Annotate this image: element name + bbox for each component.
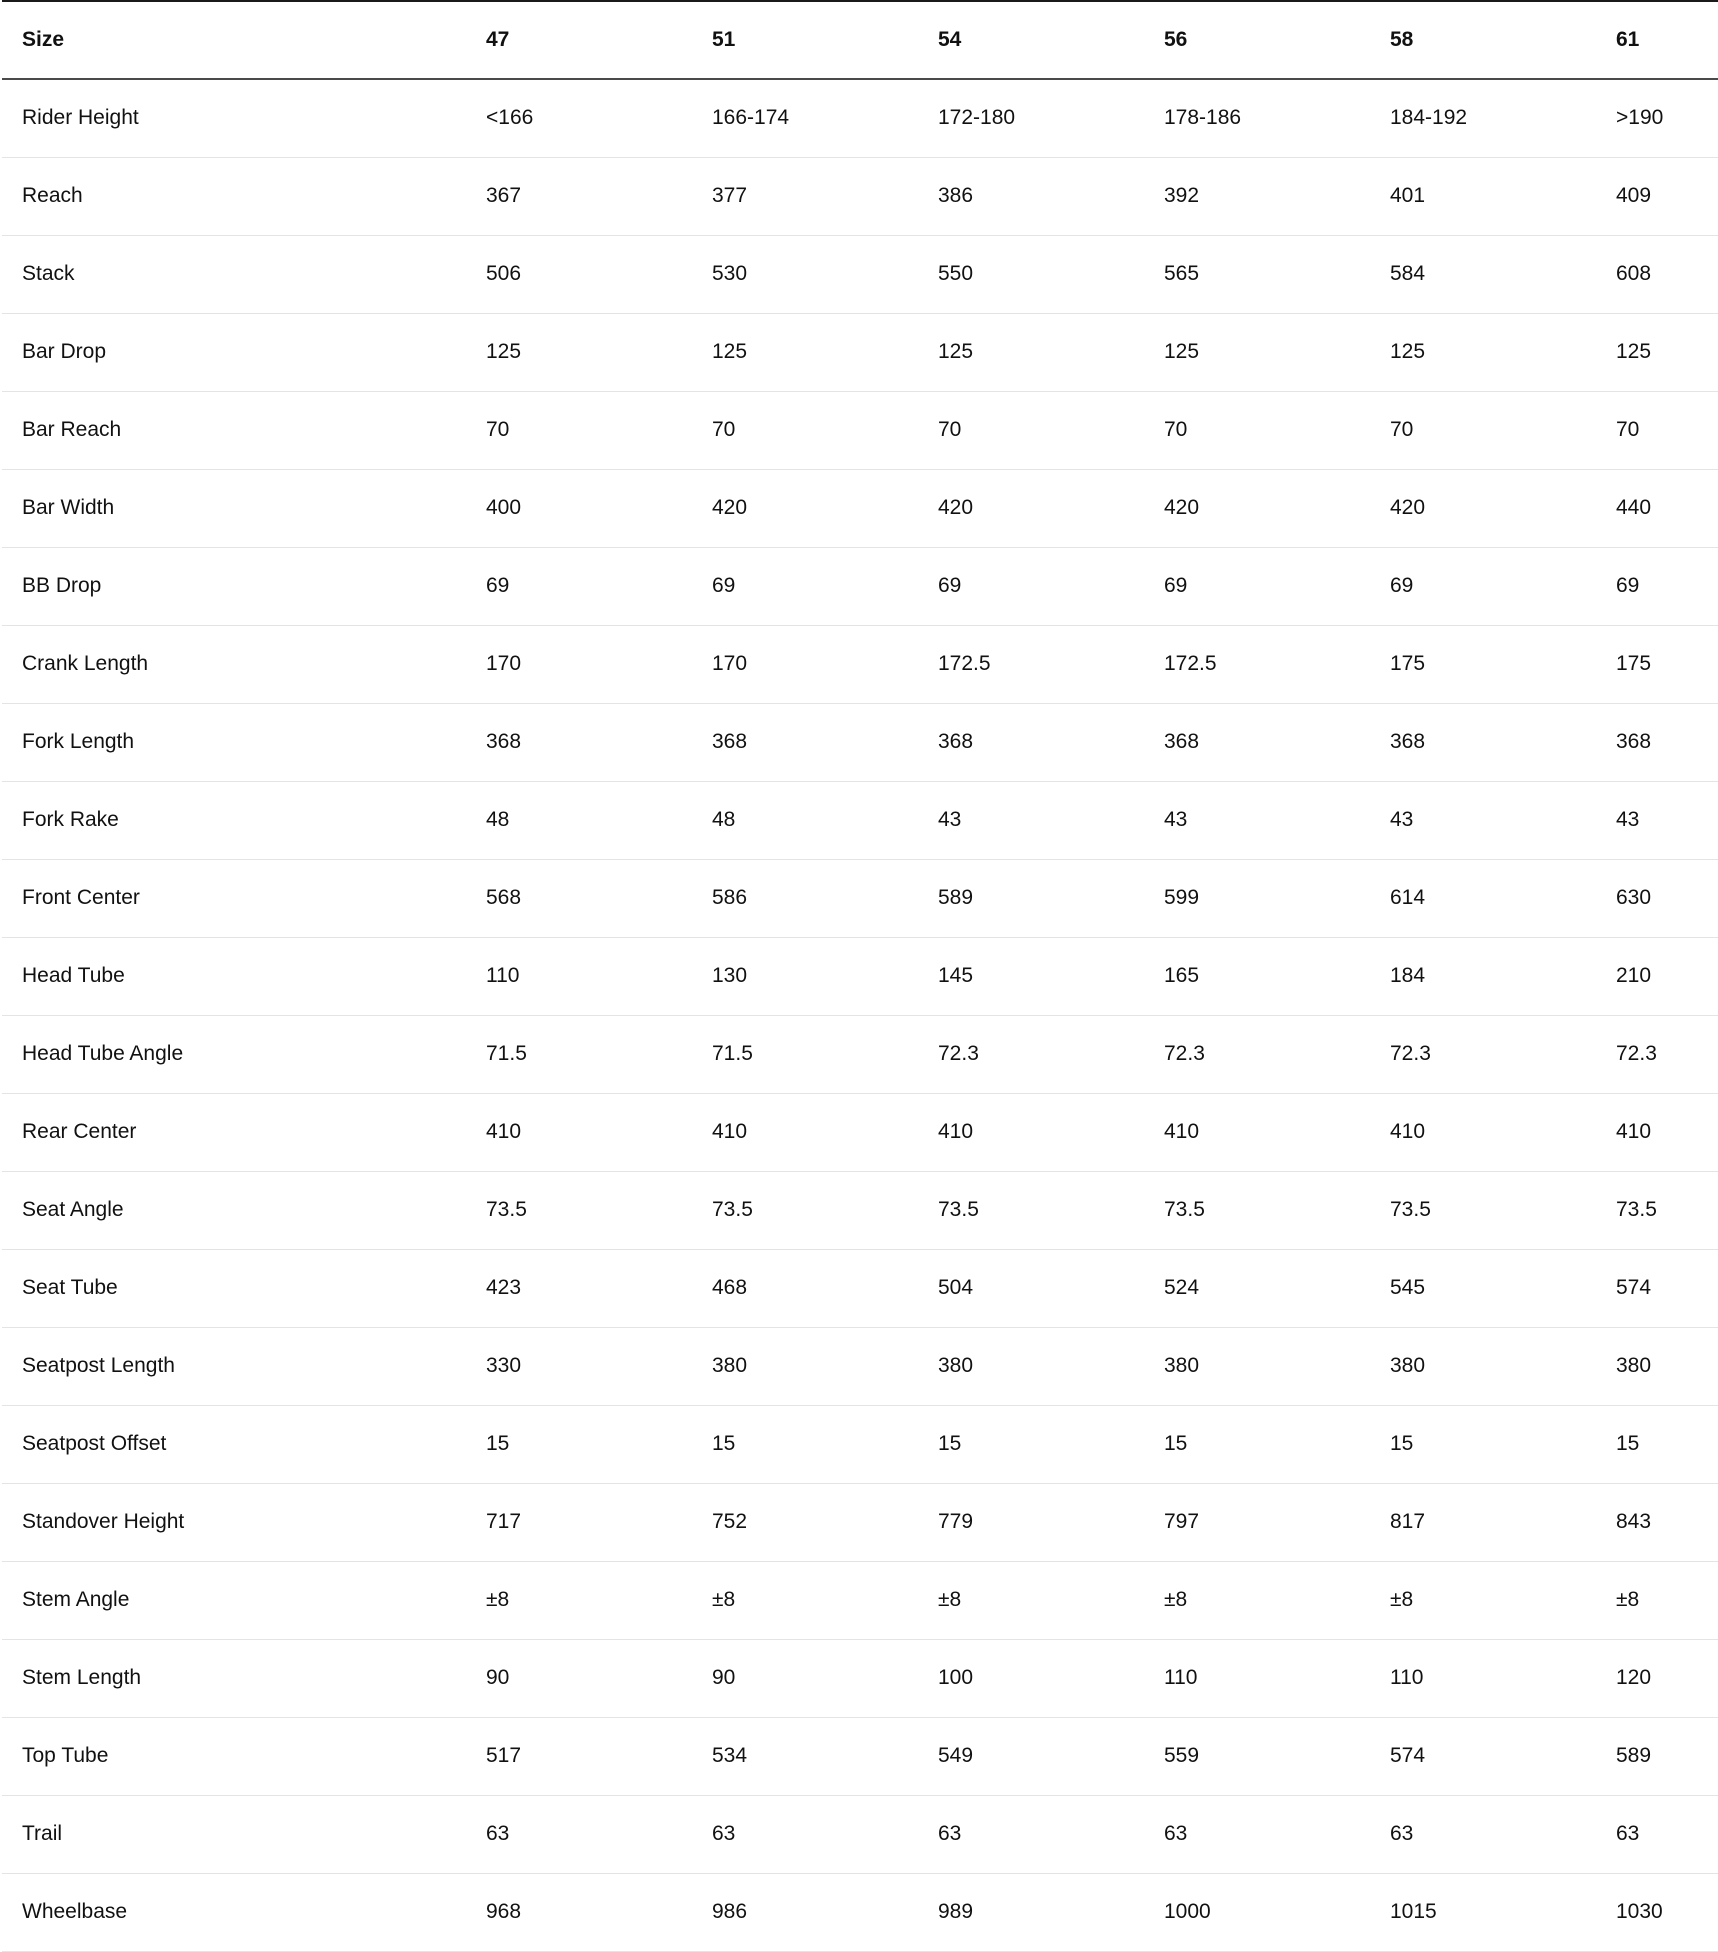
cell-size-51: 71.5 bbox=[692, 1015, 918, 1093]
cell-size-61: 380 bbox=[1596, 1327, 1718, 1405]
cell-size-58: 110 bbox=[1370, 1639, 1596, 1717]
row-label: Fork Rake bbox=[2, 781, 466, 859]
table-row bbox=[2, 1093, 1718, 1171]
cell-size-51: 63 bbox=[692, 1795, 918, 1873]
row-label: Seatpost Offset bbox=[2, 1405, 466, 1483]
cell-size-61: 1030 bbox=[1596, 1873, 1718, 1951]
cell-size-47: 400 bbox=[466, 469, 692, 547]
cell-size-56: 172.5 bbox=[1144, 625, 1370, 703]
cell-size-54: 504 bbox=[918, 1249, 1144, 1327]
cell-size-47: 71.5 bbox=[466, 1015, 692, 1093]
cell-size-56: 15 bbox=[1144, 1405, 1370, 1483]
table-row bbox=[2, 235, 1718, 313]
cell-size-54: 43 bbox=[918, 781, 1144, 859]
cell-size-51: 170 bbox=[692, 625, 918, 703]
cell-size-56: 70 bbox=[1144, 391, 1370, 469]
cell-size-56: 392 bbox=[1144, 157, 1370, 235]
cell-size-54: 368 bbox=[918, 703, 1144, 781]
cell-size-54: 989 bbox=[918, 1873, 1144, 1951]
cell-size-61: ±8 bbox=[1596, 1561, 1718, 1639]
cell-size-51: 69 bbox=[692, 547, 918, 625]
table-row bbox=[2, 1249, 1718, 1327]
cell-size-47: 125 bbox=[466, 313, 692, 391]
cell-size-56: 73.5 bbox=[1144, 1171, 1370, 1249]
cell-size-51: 125 bbox=[692, 313, 918, 391]
row-label: Front Center bbox=[2, 859, 466, 937]
cell-size-51: 380 bbox=[692, 1327, 918, 1405]
table-row bbox=[2, 313, 1718, 391]
cell-size-58: 63 bbox=[1370, 1795, 1596, 1873]
table-row bbox=[2, 625, 1718, 703]
cell-size-56: 1000 bbox=[1144, 1873, 1370, 1951]
cell-size-51: 752 bbox=[692, 1483, 918, 1561]
cell-size-58: 817 bbox=[1370, 1483, 1596, 1561]
cell-size-56: 559 bbox=[1144, 1717, 1370, 1795]
row-label: Trail bbox=[2, 1795, 466, 1873]
header-row bbox=[2, 1, 1718, 79]
cell-size-58: 368 bbox=[1370, 703, 1596, 781]
cell-size-61: 409 bbox=[1596, 157, 1718, 235]
cell-size-51: 15 bbox=[692, 1405, 918, 1483]
cell-size-51: 48 bbox=[692, 781, 918, 859]
header-size-56: 56 bbox=[1144, 1, 1370, 79]
cell-size-61: 69 bbox=[1596, 547, 1718, 625]
cell-size-61: 368 bbox=[1596, 703, 1718, 781]
cell-size-47: 330 bbox=[466, 1327, 692, 1405]
row-label: Stem Length bbox=[2, 1639, 466, 1717]
row-label: Bar Reach bbox=[2, 391, 466, 469]
cell-size-61: 73.5 bbox=[1596, 1171, 1718, 1249]
cell-size-51: 986 bbox=[692, 1873, 918, 1951]
cell-size-51: 410 bbox=[692, 1093, 918, 1171]
cell-size-51: 73.5 bbox=[692, 1171, 918, 1249]
table-row bbox=[2, 1327, 1718, 1405]
table-row bbox=[2, 469, 1718, 547]
table-row bbox=[2, 547, 1718, 625]
cell-size-54: 100 bbox=[918, 1639, 1144, 1717]
cell-size-56: 420 bbox=[1144, 469, 1370, 547]
cell-size-51: 377 bbox=[692, 157, 918, 235]
cell-size-61: 589 bbox=[1596, 1717, 1718, 1795]
cell-size-56: 110 bbox=[1144, 1639, 1370, 1717]
cell-size-54: 73.5 bbox=[918, 1171, 1144, 1249]
row-label: Head Tube bbox=[2, 937, 466, 1015]
cell-size-47: 15 bbox=[466, 1405, 692, 1483]
row-label: Standover Height bbox=[2, 1483, 466, 1561]
cell-size-56: 599 bbox=[1144, 859, 1370, 937]
cell-size-56: 43 bbox=[1144, 781, 1370, 859]
cell-size-51: 130 bbox=[692, 937, 918, 1015]
cell-size-56: ±8 bbox=[1144, 1561, 1370, 1639]
header-size-47: 47 bbox=[466, 1, 692, 79]
cell-size-58: 1015 bbox=[1370, 1873, 1596, 1951]
cell-size-56: 368 bbox=[1144, 703, 1370, 781]
cell-size-54: 172.5 bbox=[918, 625, 1144, 703]
table-row bbox=[2, 859, 1718, 937]
table-row bbox=[2, 1873, 1718, 1951]
cell-size-56: 380 bbox=[1144, 1327, 1370, 1405]
row-label: BB Drop bbox=[2, 547, 466, 625]
cell-size-47: 63 bbox=[466, 1795, 692, 1873]
row-label: Rider Height bbox=[2, 79, 466, 157]
row-label: Wheelbase bbox=[2, 1873, 466, 1951]
geometry-table-container bbox=[2, 0, 1718, 1952]
cell-size-54: 69 bbox=[918, 547, 1144, 625]
cell-size-58: 410 bbox=[1370, 1093, 1596, 1171]
row-label: Top Tube bbox=[2, 1717, 466, 1795]
cell-size-58: 584 bbox=[1370, 235, 1596, 313]
cell-size-51: 586 bbox=[692, 859, 918, 937]
cell-size-47: ±8 bbox=[466, 1561, 692, 1639]
cell-size-54: 410 bbox=[918, 1093, 1144, 1171]
cell-size-47: 90 bbox=[466, 1639, 692, 1717]
cell-size-56: 63 bbox=[1144, 1795, 1370, 1873]
row-label: Stem Angle bbox=[2, 1561, 466, 1639]
cell-size-47: 568 bbox=[466, 859, 692, 937]
cell-size-61: 70 bbox=[1596, 391, 1718, 469]
cell-size-61: 843 bbox=[1596, 1483, 1718, 1561]
cell-size-61: 72.3 bbox=[1596, 1015, 1718, 1093]
cell-size-47: 110 bbox=[466, 937, 692, 1015]
cell-size-47: 423 bbox=[466, 1249, 692, 1327]
cell-size-61: 630 bbox=[1596, 859, 1718, 937]
cell-size-54: 125 bbox=[918, 313, 1144, 391]
cell-size-47: 70 bbox=[466, 391, 692, 469]
cell-size-58: 420 bbox=[1370, 469, 1596, 547]
cell-size-47: 367 bbox=[466, 157, 692, 235]
table-row bbox=[2, 79, 1718, 157]
cell-size-58: 574 bbox=[1370, 1717, 1596, 1795]
row-label: Head Tube Angle bbox=[2, 1015, 466, 1093]
cell-size-61: 608 bbox=[1596, 235, 1718, 313]
cell-size-58: 184 bbox=[1370, 937, 1596, 1015]
cell-size-61: 43 bbox=[1596, 781, 1718, 859]
row-label: Seatpost Length bbox=[2, 1327, 466, 1405]
table-row bbox=[2, 391, 1718, 469]
cell-size-54: 145 bbox=[918, 937, 1144, 1015]
cell-size-47: 968 bbox=[466, 1873, 692, 1951]
table-row bbox=[2, 1483, 1718, 1561]
header-size-61: 61 bbox=[1596, 1, 1718, 79]
cell-size-54: 779 bbox=[918, 1483, 1144, 1561]
cell-size-47: 506 bbox=[466, 235, 692, 313]
cell-size-58: 69 bbox=[1370, 547, 1596, 625]
cell-size-61: 120 bbox=[1596, 1639, 1718, 1717]
cell-size-51: 90 bbox=[692, 1639, 918, 1717]
cell-size-54: 63 bbox=[918, 1795, 1144, 1873]
cell-size-54: ±8 bbox=[918, 1561, 1144, 1639]
table-row bbox=[2, 1717, 1718, 1795]
cell-size-47: 69 bbox=[466, 547, 692, 625]
header-size-54: 54 bbox=[918, 1, 1144, 79]
cell-size-58: 15 bbox=[1370, 1405, 1596, 1483]
row-label: Stack bbox=[2, 235, 466, 313]
cell-size-54: 589 bbox=[918, 859, 1144, 937]
cell-size-58: ±8 bbox=[1370, 1561, 1596, 1639]
table-row bbox=[2, 1015, 1718, 1093]
table-row bbox=[2, 1405, 1718, 1483]
cell-size-58: 401 bbox=[1370, 157, 1596, 235]
cell-size-58: 380 bbox=[1370, 1327, 1596, 1405]
header-size-58: 58 bbox=[1370, 1, 1596, 79]
cell-size-56: 410 bbox=[1144, 1093, 1370, 1171]
cell-size-61: >190 bbox=[1596, 79, 1718, 157]
cell-size-61: 63 bbox=[1596, 1795, 1718, 1873]
cell-size-47: 368 bbox=[466, 703, 692, 781]
cell-size-51: 468 bbox=[692, 1249, 918, 1327]
cell-size-51: ±8 bbox=[692, 1561, 918, 1639]
cell-size-47: 410 bbox=[466, 1093, 692, 1171]
cell-size-51: 368 bbox=[692, 703, 918, 781]
table-row bbox=[2, 1561, 1718, 1639]
cell-size-47: <166 bbox=[466, 79, 692, 157]
cell-size-54: 550 bbox=[918, 235, 1144, 313]
table-row bbox=[2, 703, 1718, 781]
row-label: Seat Tube bbox=[2, 1249, 466, 1327]
cell-size-61: 574 bbox=[1596, 1249, 1718, 1327]
row-label: Rear Center bbox=[2, 1093, 466, 1171]
row-label: Seat Angle bbox=[2, 1171, 466, 1249]
cell-size-54: 70 bbox=[918, 391, 1144, 469]
cell-size-58: 70 bbox=[1370, 391, 1596, 469]
cell-size-58: 545 bbox=[1370, 1249, 1596, 1327]
table-row bbox=[2, 1171, 1718, 1249]
cell-size-54: 549 bbox=[918, 1717, 1144, 1795]
geometry-table bbox=[2, 0, 1718, 1952]
table-row bbox=[2, 157, 1718, 235]
cell-size-47: 170 bbox=[466, 625, 692, 703]
cell-size-54: 420 bbox=[918, 469, 1144, 547]
cell-size-54: 15 bbox=[918, 1405, 1144, 1483]
cell-size-61: 15 bbox=[1596, 1405, 1718, 1483]
cell-size-58: 125 bbox=[1370, 313, 1596, 391]
cell-size-58: 73.5 bbox=[1370, 1171, 1596, 1249]
geometry-table-body bbox=[2, 79, 1718, 1951]
cell-size-54: 386 bbox=[918, 157, 1144, 235]
table-row bbox=[2, 937, 1718, 1015]
row-label: Reach bbox=[2, 157, 466, 235]
geometry-table-header bbox=[2, 1, 1718, 79]
cell-size-54: 172-180 bbox=[918, 79, 1144, 157]
cell-size-56: 72.3 bbox=[1144, 1015, 1370, 1093]
cell-size-47: 48 bbox=[466, 781, 692, 859]
cell-size-51: 420 bbox=[692, 469, 918, 547]
table-row bbox=[2, 1795, 1718, 1873]
cell-size-56: 125 bbox=[1144, 313, 1370, 391]
cell-size-51: 530 bbox=[692, 235, 918, 313]
cell-size-58: 72.3 bbox=[1370, 1015, 1596, 1093]
cell-size-51: 166-174 bbox=[692, 79, 918, 157]
cell-size-56: 178-186 bbox=[1144, 79, 1370, 157]
cell-size-56: 69 bbox=[1144, 547, 1370, 625]
cell-size-61: 440 bbox=[1596, 469, 1718, 547]
row-label: Bar Width bbox=[2, 469, 466, 547]
cell-size-54: 380 bbox=[918, 1327, 1144, 1405]
row-label: Bar Drop bbox=[2, 313, 466, 391]
row-label: Fork Length bbox=[2, 703, 466, 781]
header-size-label: Size bbox=[2, 1, 466, 79]
cell-size-51: 70 bbox=[692, 391, 918, 469]
cell-size-47: 717 bbox=[466, 1483, 692, 1561]
cell-size-54: 72.3 bbox=[918, 1015, 1144, 1093]
cell-size-47: 517 bbox=[466, 1717, 692, 1795]
table-row bbox=[2, 1639, 1718, 1717]
cell-size-47: 73.5 bbox=[466, 1171, 692, 1249]
row-label: Crank Length bbox=[2, 625, 466, 703]
cell-size-56: 524 bbox=[1144, 1249, 1370, 1327]
cell-size-56: 797 bbox=[1144, 1483, 1370, 1561]
cell-size-51: 534 bbox=[692, 1717, 918, 1795]
header-size-51: 51 bbox=[692, 1, 918, 79]
cell-size-58: 43 bbox=[1370, 781, 1596, 859]
cell-size-61: 410 bbox=[1596, 1093, 1718, 1171]
table-row bbox=[2, 781, 1718, 859]
cell-size-56: 565 bbox=[1144, 235, 1370, 313]
cell-size-56: 165 bbox=[1144, 937, 1370, 1015]
cell-size-58: 175 bbox=[1370, 625, 1596, 703]
cell-size-61: 125 bbox=[1596, 313, 1718, 391]
cell-size-58: 614 bbox=[1370, 859, 1596, 937]
cell-size-61: 210 bbox=[1596, 937, 1718, 1015]
cell-size-58: 184-192 bbox=[1370, 79, 1596, 157]
cell-size-61: 175 bbox=[1596, 625, 1718, 703]
